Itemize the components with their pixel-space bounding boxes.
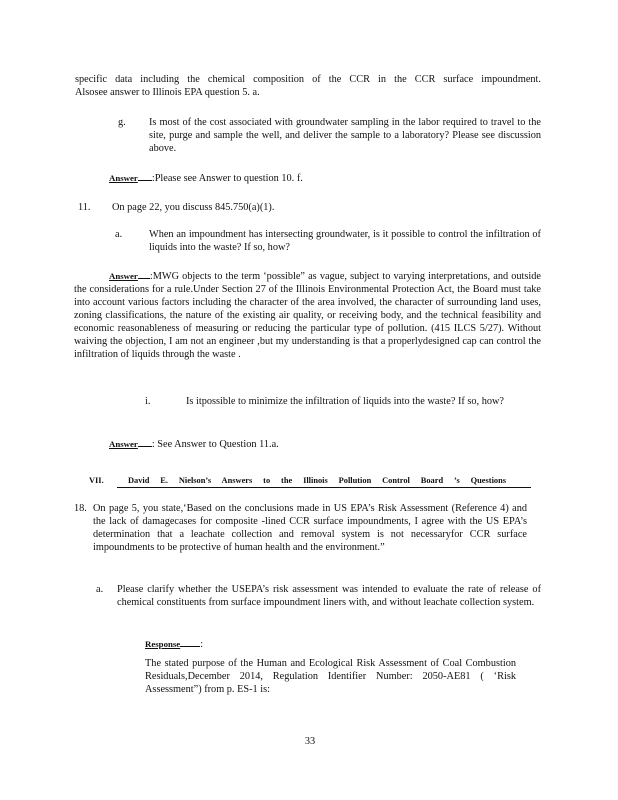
intro-line-2: Alsosee answer to Illinois EPA question 5. a. xyxy=(75,87,260,98)
answer-11i xyxy=(109,437,539,451)
answer-g xyxy=(109,171,539,185)
section-vii-rule xyxy=(117,487,531,488)
answer-11a xyxy=(74,269,541,361)
answer-text: :MWG objects to the term ‘possible” as vague, subject to varying interpretations, and outside the considerations for a rule.Under Section 27 of the Illinois Environmental Protection Act, the Board must take into account various factors including the character of the area involved, the character of surrounding land uses, zoning classifications, the nature of the existing air quality, or receiving body, and the technical feasibility and economic reasonableness of measuring or reducing the particular type of pollution. (415 ILCS 5/27). Without waiving the objection, I am not an engineer ,but my understanding is that a properlydesigned cap can control the infiltration of liquids through the waste . xyxy=(74,271,541,360)
section-vii-number: VII. xyxy=(89,476,104,485)
answer-text: :Please see Answer to question 10. f. xyxy=(151,173,303,184)
item-g-letter: g. xyxy=(118,117,126,128)
answer-label: Answer xyxy=(109,439,138,449)
section-vii-title: David E. Nielson’s Answers to the Illinois Pollution Control Board ’s Questions xyxy=(128,476,506,485)
page-number: 33 xyxy=(304,736,316,747)
question-11-text: On page 22, you discuss 845.750(a)(1). xyxy=(112,202,275,213)
response-colon: : xyxy=(200,639,204,650)
item-18a-letter: a. xyxy=(96,584,104,595)
response-18a-text: The stated purpose of the Human and Ecological Risk Assessment of Coal Combustion Residuals,December 2014, Regulation Identifier Number: 2050-AE81 ( ‘Risk Assessment”) from p. ES-1 is: xyxy=(145,658,516,695)
response-18a-label-row xyxy=(145,637,203,651)
item-18a-text: Please clarify whether the USEPA’s risk assessment was intended to evaluate the rate of release of chemical constituents from surface impoundment liners with, and without leachate collection system. xyxy=(117,584,541,608)
answer-text: : See Answer to Question 11.a. xyxy=(151,439,279,450)
answer-label: Answer xyxy=(109,173,138,183)
item-g-text: Is most of the cost associated with groundwater sampling in the labor required to travel to the site, purge and sample the well, and deliver the sample to a laboratory? Please see discussion above. xyxy=(149,117,541,154)
item-11a-letter: a. xyxy=(115,229,123,240)
item-11a-text: When an impoundment has intersecting groundwater, is it possible to control the infiltration of liquids into the waste? If so, how? xyxy=(149,229,541,253)
item-11i-text: Is itpossible to minimize the infiltration of liquids into the waste? If so, how? xyxy=(186,396,505,407)
response-label: Response xyxy=(145,639,181,649)
question-11-number: 11. xyxy=(78,202,91,213)
question-18-text: On page 5, you state,‘Based on the conclusions made in US EPA’s Risk Assessment (Reference 4) and the lack of damagecases for composite -lined CCR surface impoundments, I agree with the US EPA’s determination that a leachate collection and removal system is not necessaryfor CCR surface impoundments to be protective of human health and the environment.” xyxy=(93,503,527,553)
answer-label: Answer xyxy=(109,271,138,281)
item-11i-letter: i. xyxy=(145,396,151,407)
question-18-number: 18. xyxy=(74,503,87,514)
intro-line-1: specific data including the chemical composition of the CCR in the CCR surface impoundment. xyxy=(75,74,541,85)
